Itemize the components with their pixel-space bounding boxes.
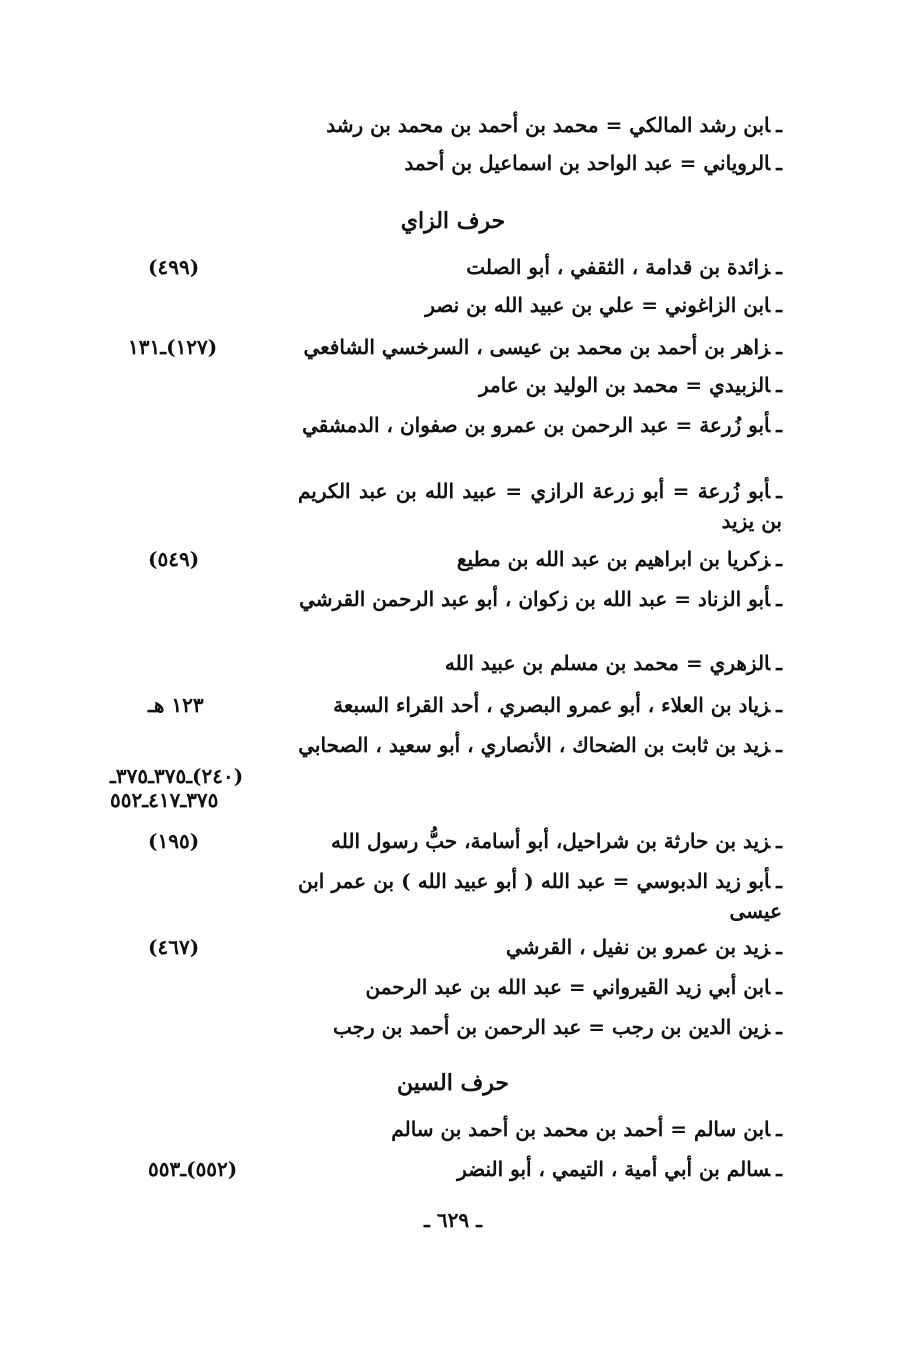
entry-text: الزهري = محمد بن مسلم بن عبيد الله <box>444 651 771 675</box>
entry-text: زاهر بن أحمد بن محمد بن عيسى ، السرخسي الشافعي <box>303 335 771 359</box>
entry-text: زيد بن حارثة بن شراحيل، أبو أسامة، حبُّ رسول الله <box>331 829 771 853</box>
section-heading-zay: حرف الزاي <box>400 208 506 234</box>
entry-ibn-rushd: ـابن رشد المالكي = محمد بن أحمد بن محمد بن رشد <box>326 113 782 137</box>
entry-zayd-amr: ـزيد بن عمرو بن نفيل ، القرشي <box>505 935 782 959</box>
page-reference: (١٢٧)ـ١٣١ <box>128 335 218 359</box>
entry-zakariya: ـزكريا بن ابراهيم بن عبد الله بن مطيع <box>456 547 782 571</box>
entry-text: ابن الزاغوني = علي بن عبيد الله بن نصر <box>425 293 771 317</box>
entry-zaghouni: ـابن الزاغوني = علي بن عبيد الله بن نصر <box>425 293 782 317</box>
page-reference: (٢٤٠)ـ٣٧٥ـ٣٧٥ـ ٣٧٥ـ٤١٧ـ٥٥٢ <box>110 764 244 812</box>
page-number: ـ ٦٢٩ ـ <box>424 1208 482 1232</box>
entry-salim: ـسالم بن أبي أمية ، التيمي ، أبو النضر <box>457 1157 782 1181</box>
entry-text: ابن سالم = أحمد بن محمد بن أحمد بن سالم <box>391 1117 771 1141</box>
entry-text: زائدة بن قدامة ، الثقفي ، أبو الصلت <box>466 255 771 279</box>
page-reference: (٥٥٢)ـ٥٥٣ <box>148 1157 238 1181</box>
entry-abu-zinad: ـأبو الزناد = عبد الله بن زكوان ، أبو عبد الرحمن القرشي <box>299 587 782 611</box>
entry-text: الزبيدي = محمد بن الوليد بن عامر <box>478 373 771 397</box>
entry-rouyani: ـالروياني = عبد الواحد بن اسماعيل بن أحمد <box>404 151 782 175</box>
entry-text: زيد بن عمرو بن نفيل ، القرشي <box>505 935 771 959</box>
entry-ibn-rajab: ـزين الدين بن رجب = عبد الرحمن بن أحمد بن رجب <box>333 1015 782 1039</box>
entry-zayd-thabit: ـزيد بن ثابت بن الضحاك ، الأنصاري ، أبو سعيد ، الصحابي <box>298 733 782 757</box>
entry-abu-zura-razi: ـأبو زُرعة = أبو زرعة الرازي = عبيد الله بن عبد الكريم بن يزيد <box>298 479 782 533</box>
page-reference: (٤٩٩) <box>148 255 200 279</box>
entry-text: ابن أبي زيد القيرواني = عبد الله بن عبد الرحمن <box>365 975 771 999</box>
entry-text: سالم بن أبي أمية ، التيمي ، أبو النضر <box>457 1157 771 1181</box>
page-reference: (٤٦٧) <box>148 935 200 959</box>
page-reference: ١٢٣ هـ <box>148 693 204 717</box>
entry-text: أبو زيد الدبوسي = عبد الله ( أبو عبيد الله ) بن عمر ابن عيسى <box>298 869 782 923</box>
entry-ziyad: ـزياد بن العلاء ، أبو عمرو البصري ، أحد القراء السبعة <box>333 693 782 717</box>
entry-zayd-haritha: ـزيد بن حارثة بن شراحيل، أبو أسامة، حبُّ رسول الله <box>331 829 782 853</box>
entry-text: زياد بن العلاء ، أبو عمرو البصري ، أحد القراء السبعة <box>333 693 771 717</box>
page-reference: (١٩٥) <box>148 829 200 853</box>
entry-zubaidi: ـالزبيدي = محمد بن الوليد بن عامر <box>478 373 782 397</box>
entry-text: ابن رشد المالكي = محمد بن أحمد بن محمد بن رشد <box>326 113 771 137</box>
section-heading-seen: حرف السين <box>396 1070 510 1096</box>
entry-text: زكريا بن ابراهيم بن عبد الله بن مطيع <box>456 547 771 571</box>
entry-zaher: ـزاهر بن أحمد بن محمد بن عيسى ، السرخسي الشافعي <box>303 335 782 359</box>
page-reference: (٥٤٩) <box>148 547 200 571</box>
entry-text: أبو زُرعة = أبو زرعة الرازي = عبيد الله بن عبد الكريم بن يزيد <box>298 479 782 533</box>
entry-text: أبو زُرعة = عبد الرحمن بن عمرو بن صفوان ، الدمشقي <box>302 413 771 437</box>
entry-ibn-salim: ـابن سالم = أحمد بن محمد بن أحمد بن سالم <box>391 1117 782 1141</box>
entry-text: أبو الزناد = عبد الله بن زكوان ، أبو عبد الرحمن القرشي <box>299 587 771 611</box>
entry-zuhri: ـالزهري = محمد بن مسلم بن عبيد الله <box>444 651 782 675</box>
entry-abu-zayd-dabusi: ـأبو زيد الدبوسي = عبد الله ( أبو عبيد الله ) بن عمر ابن عيسى <box>298 869 782 923</box>
entry-abu-zura-dimashqi: ـأبو زُرعة = عبد الرحمن بن عمرو بن صفوان ، الدمشقي <box>302 413 782 437</box>
entry-zaida: ـزائدة بن قدامة ، الثقفي ، أبو الصلت <box>466 255 782 279</box>
entry-text: زيد بن ثابت بن الضحاك ، الأنصاري ، أبو سعيد ، الصحابي <box>298 733 771 757</box>
entry-text: زين الدين بن رجب = عبد الرحمن بن أحمد بن رجب <box>333 1015 771 1039</box>
entry-qayrawani: ـابن أبي زيد القيرواني = عبد الله بن عبد الرحمن <box>365 975 782 999</box>
entry-text: الروياني = عبد الواحد بن اسماعيل بن أحمد <box>404 151 771 175</box>
